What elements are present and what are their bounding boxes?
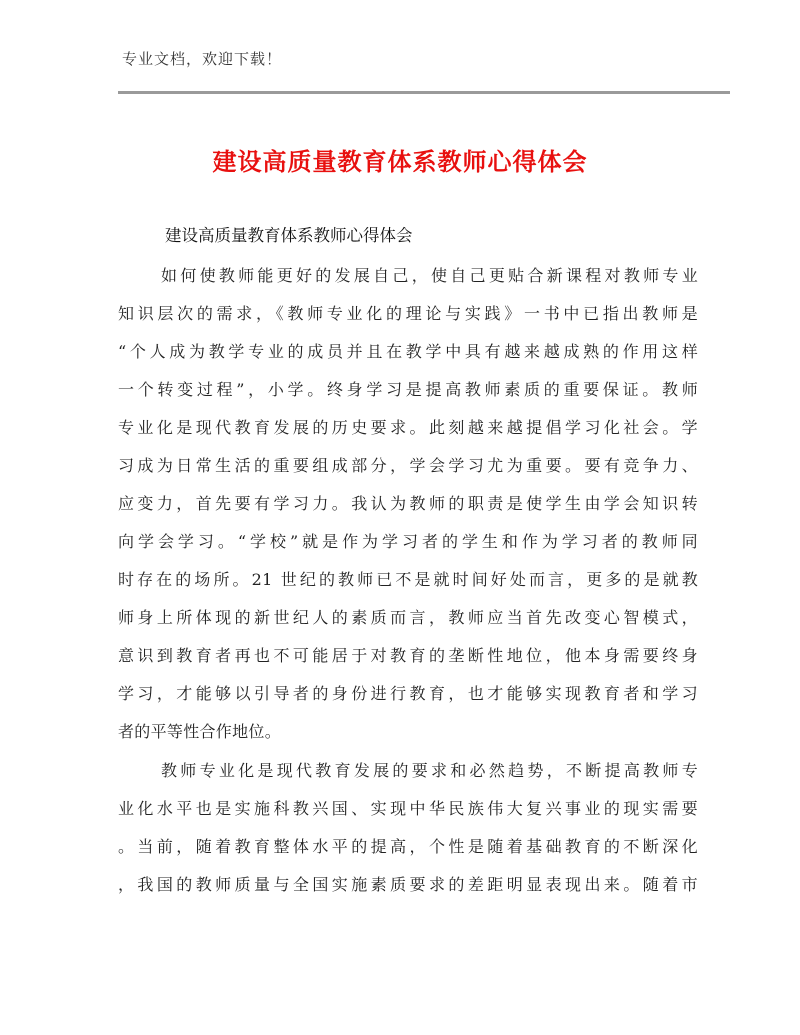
paragraph-1-line: 知识层次的需求，《教师专业化的理论与实践》一书中已指出教师是 bbox=[118, 304, 698, 323]
paragraph-2-line: ，我国的教师质量与全国实施素质要求的差距明显表现出来。随着市 bbox=[118, 875, 698, 894]
paragraph-1-line: 向学会学习。“学校”就是作为学习者的学生和作为学习者的教师同 bbox=[118, 532, 698, 551]
paragraph-1-line: 意识到教育者再也不可能居于对教育的垄断性地位，他本身需要终身 bbox=[118, 646, 698, 665]
header-divider bbox=[118, 91, 730, 94]
paragraph-1-line: 习成为日常生活的重要组成部分，学会学习尤为重要。要有竞争力、 bbox=[118, 456, 698, 475]
paragraph-1-line: 者的平等性合作地位。 bbox=[118, 722, 282, 741]
paragraph-1-line: 时存在的场所。21 世纪的教师已不是就时间好处而言，更多的是就教 bbox=[118, 570, 698, 589]
paragraph-1-line: 应变力，首先要有学习力。我认为教师的职责是使学生由学会知识转 bbox=[118, 494, 698, 513]
paragraph-2-line: 业化水平也是实施科教兴国、实现中华民族伟大复兴事业的现实需要 bbox=[118, 799, 698, 818]
paragraph-1-line: 如何使教师能更好的发展自己，使自己更贴合新课程对教师专业 bbox=[161, 266, 698, 285]
document-subtitle: 建设高质量教育体系教师心得体会 bbox=[165, 226, 413, 245]
paragraph-1-line: 专业化是现代教育发展的历史要求。此刻越来越提倡学习化社会。学 bbox=[118, 418, 698, 437]
document-title: 建设高质量教育体系教师心得体会 bbox=[212, 148, 588, 176]
paragraph-1-line: “个人成为教学专业的成员并且在教学中具有越来越成熟的作用这样 bbox=[118, 342, 698, 361]
paragraph-1-line: 学习，才能够以引导者的身份进行教育，也才能够实现教育者和学习 bbox=[118, 684, 698, 703]
document-body bbox=[118, 257, 698, 904]
paragraph-2-line: 教师专业化是现代教育发展的要求和必然趋势，不断提高教师专 bbox=[161, 761, 698, 780]
paragraph-1-line: 一个转变过程”，小学。终身学习是提高教师素质的重要保证。教师 bbox=[118, 380, 698, 399]
page-header-text: 专业文档，欢迎下载！ bbox=[122, 50, 283, 68]
paragraph-1-line: 师身上所体现的新世纪人的素质而言，教师应当首先改变心智模式， bbox=[118, 608, 698, 627]
paragraph-2-line: 。当前，随着教育整体水平的提高，个性是随着基础教育的不断深化 bbox=[118, 837, 698, 856]
